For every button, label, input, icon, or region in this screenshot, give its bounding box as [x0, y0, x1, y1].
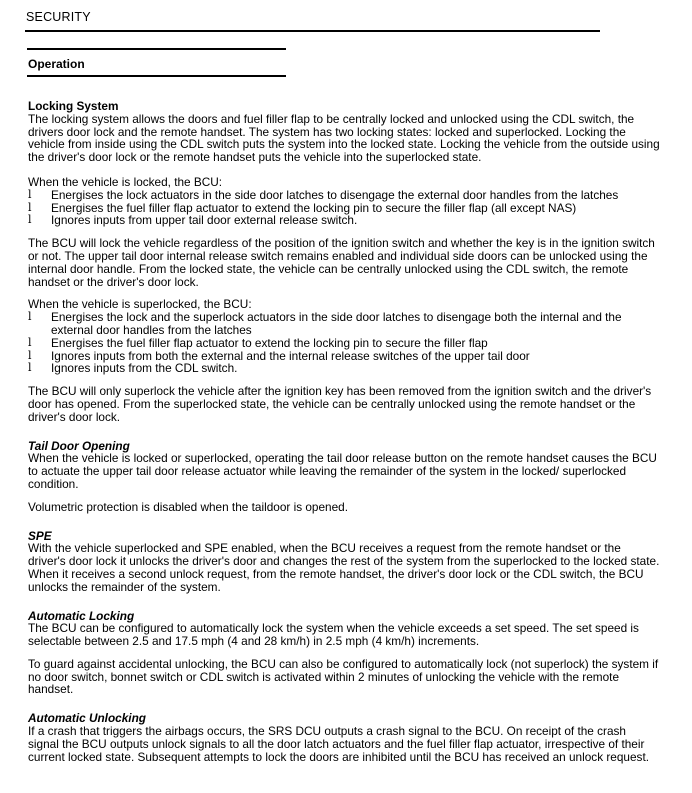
operation-rule-top	[27, 48, 286, 50]
automatic-locking-heading: Automatic Locking	[28, 608, 135, 623]
superlocked-after: The BCU will only superlock the vehicle after the ignition key has been removed from the ignition switch and the driver's door has opened. From the superlocked state, the vehicle can be centrally unlocked using the remote handset or the driver's door lock.	[28, 384, 652, 424]
automatic-locking-text-2: To guard against accidental unlocking, the BCU can also be configured to automatically lock (not superlock) the system if no door switch, bonnet switch or CDL switch is activated within 2 minutes of unlocking the vehicle with the remote handset.	[28, 656, 659, 697]
locking-system-heading: Locking System	[28, 99, 119, 113]
header-rule	[25, 30, 600, 32]
spe-text: With the vehicle superlocked and SPE enabled, when the BCU receives a request from the remote handset or the driver's door lock it unlocks the driver's door and changes the rest of the system from the superlocked to the locked state. When it receives a second unlock request, from the remote handset, the driver's door lock or the CDL switch, the BCU unlocks the remainder of the system.	[28, 541, 660, 594]
section-header: SECURITY	[26, 10, 91, 24]
document-body	[28, 100, 660, 763]
automatic-locking-text-1: The BCU can be configured to automatically lock the system when the vehicle exceeds a set speed. The set speed is selectable between 2.5 and 17.5 mph (4 and 28 km/h) in 2.5 mph (4 km/h) increments.	[28, 621, 639, 649]
automatic-unlocking-heading: Automatic Unlocking	[28, 711, 146, 726]
operation-rule-bottom	[27, 75, 286, 77]
locked-list	[28, 189, 660, 227]
bullet-marker: l	[28, 361, 32, 375]
tail-door-heading: Tail Door Opening	[28, 438, 130, 453]
list-item: l Ignores inputs from upper tail door external release switch.	[28, 213, 358, 228]
locked-lead: When the vehicle is locked, the BCU:	[28, 174, 223, 189]
list-item: l Ignores inputs from the CDL switch.	[28, 361, 238, 376]
locking-system-intro: The locking system allows the doors and fuel filler flap to be centrally locked and unlocked using the CDL switch, the drivers door lock and the remote handset. The system has two locking states: locked and superlocked. Locking the vehicle from inside using the CDL switch puts the system into the locked state. Locking the vehicle from the outside using the driver's door lock or the remote handset puts the vehicle into the superlocked state.	[28, 111, 660, 165]
spe-heading: SPE	[28, 528, 52, 543]
locked-after: The BCU will lock the vehicle regardless of the position of the ignition switch and whether the key is in the ignition switch or not. The upper tail door internal release switch remains enabled and individual side doors can be unlocked using the internal door handle. From the locked state, the vehicle can be centrally unlocked using the CDL switch, the remote handset or the driver's door lock.	[28, 236, 655, 289]
list-item: l Energises the fuel filler flap actuator to extend the locking pin to secure the filler flap (all except NAS)	[28, 200, 577, 215]
superlocked-lead: When the vehicle is superlocked, the BCU:	[28, 297, 252, 312]
bullet-marker: l	[28, 335, 32, 349]
list-item: l Ignores inputs from both the external and the internal release switches of the upper tail door	[28, 348, 530, 363]
bullet-marker: l	[28, 213, 32, 227]
bullet-marker: l	[28, 348, 32, 362]
list-item: l Energises the lock actuators in the side door latches to disengage the external door handles from the latches	[28, 187, 619, 202]
superlocked-list	[28, 311, 660, 375]
tail-door-text: When the vehicle is locked or superlocked, operating the tail door release button on the remote handset causes the BCU to actuate the upper tail door release actuator while leaving the remainder of the system in the locked/ superlocked condition.	[28, 451, 657, 491]
bullet-marker: l	[28, 187, 32, 201]
automatic-unlocking-text: If a crash that triggers the airbags occurs, the SRS DCU outputs a crash signal to the BCU. On receipt of the crash signal the BCU outputs unlock signals to all the door latch actuators and the fuel filler flap actuator, irrespective of their current locked state. Subsequent attempts to lock the doors are inhibited until the BCU has received an unlock request.	[28, 724, 650, 764]
bullet-marker: l	[28, 310, 32, 324]
list-item: l Energises the fuel filler flap actuator to extend the locking pin to secure the filler flap	[28, 335, 488, 350]
list-item: l Energises the lock and the superlock actuators in the side door latches to disengage both the internal and the external door handles from the latches	[28, 310, 622, 337]
volumetric-text: Volumetric protection is disabled when the taildoor is opened.	[28, 499, 349, 514]
operation-title: Operation	[28, 57, 85, 71]
bullet-marker: l	[28, 200, 32, 214]
